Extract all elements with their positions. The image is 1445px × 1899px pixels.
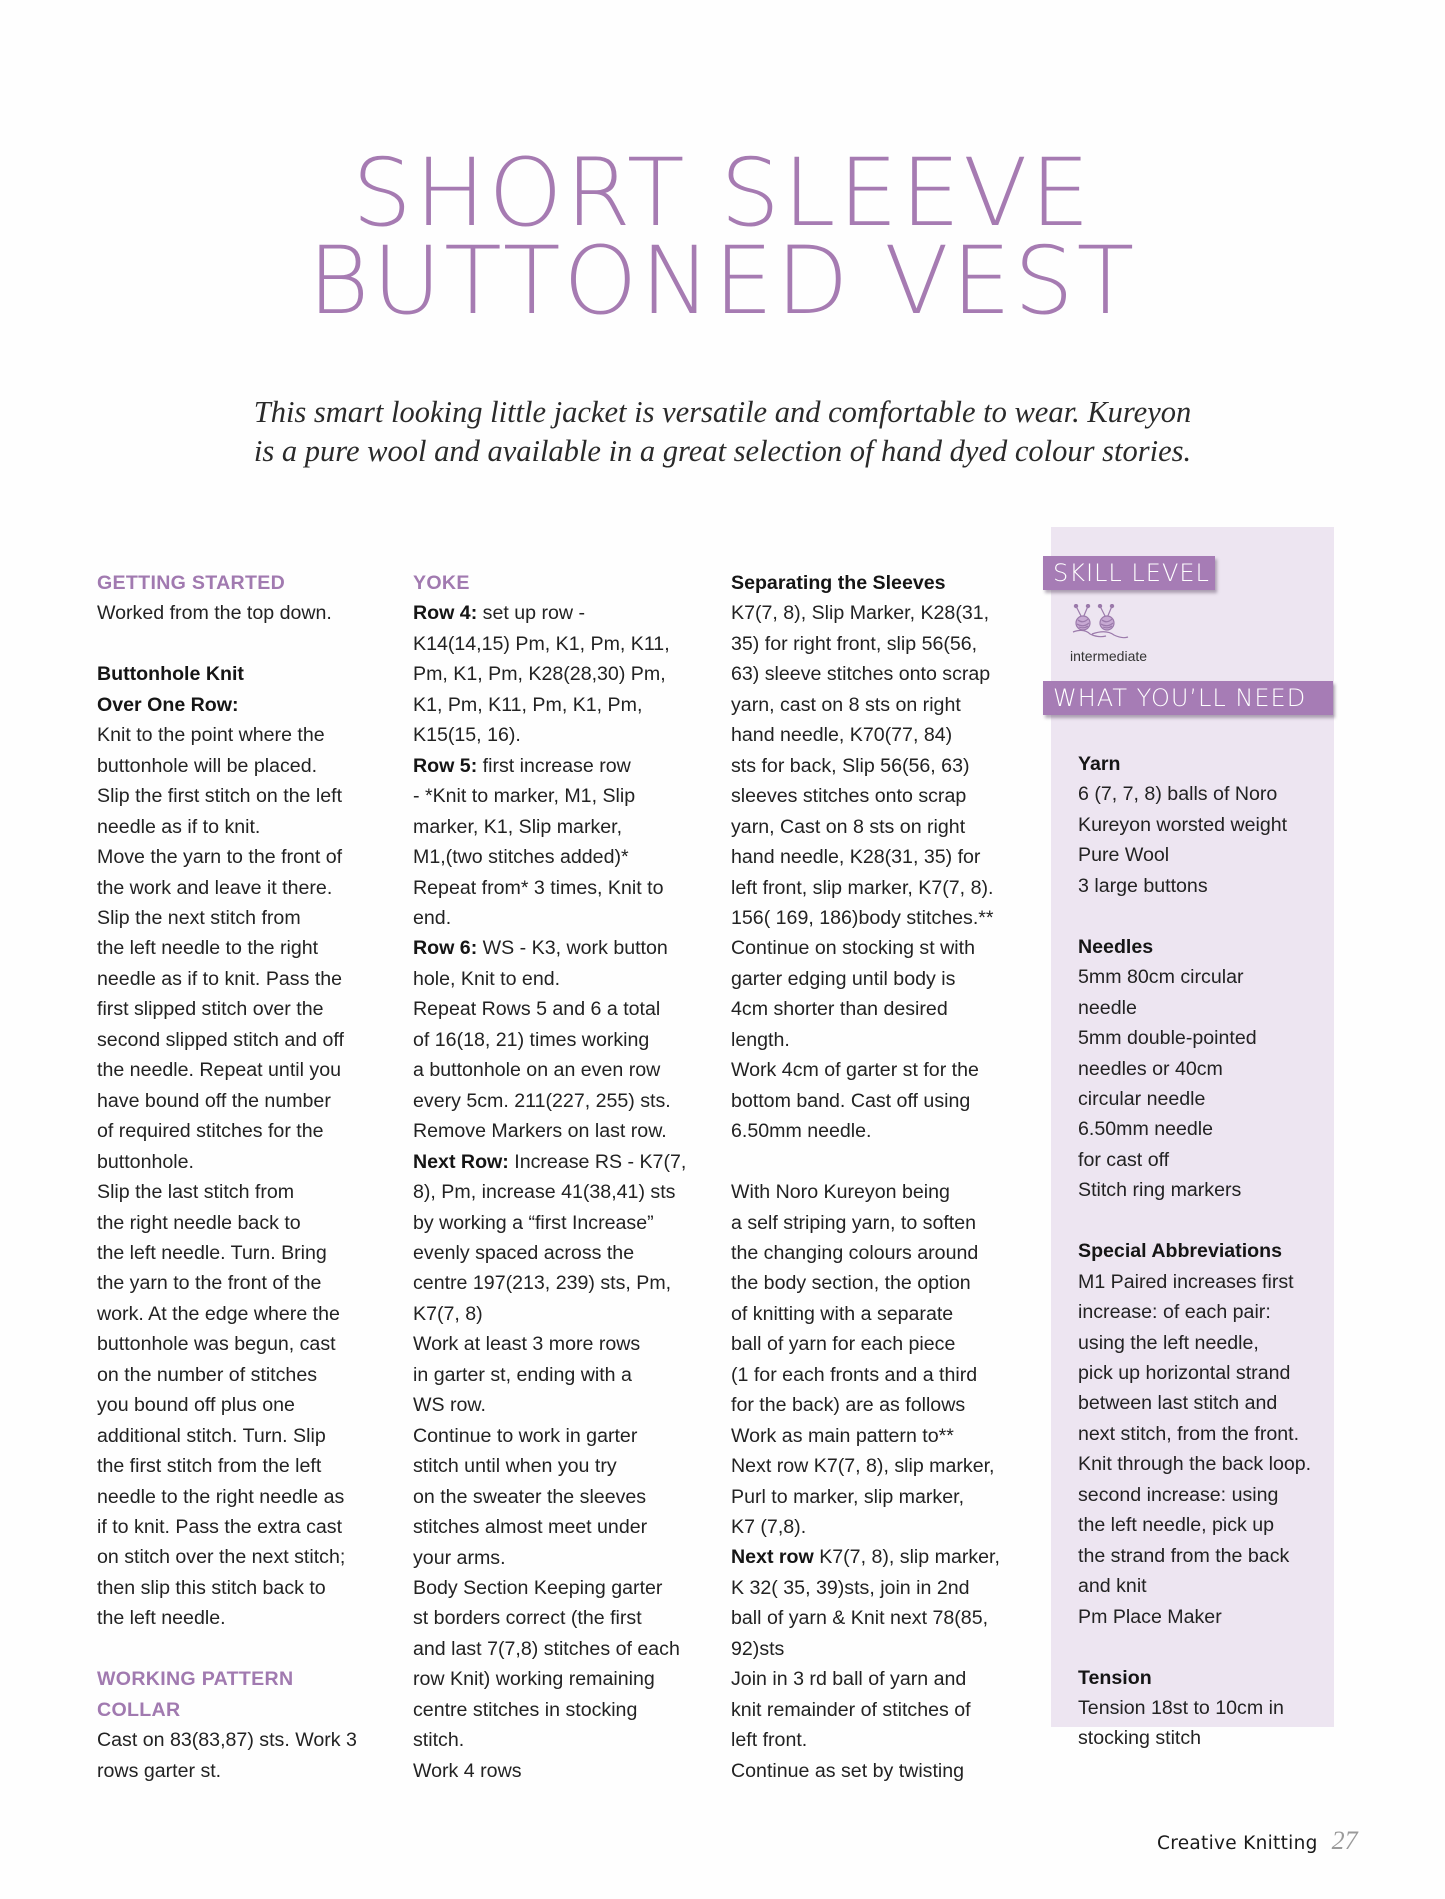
text-line bbox=[413, 1147, 713, 1177]
text-line: stitch until when you try bbox=[413, 1455, 617, 1478]
text-line: needle as if to knit. Pass the bbox=[97, 967, 343, 990]
blank-line bbox=[97, 629, 397, 659]
text-line: Join in 3 rd ball of yarn and bbox=[731, 1668, 967, 1691]
section-heading: GETTING STARTED bbox=[97, 572, 286, 594]
row-label: Row 4: bbox=[413, 602, 478, 625]
text-line: Work 4cm of garter st for the bbox=[731, 1059, 979, 1082]
text-line: M1,(two stitches added)* bbox=[413, 846, 629, 869]
text-line: Continue as set by twisting bbox=[731, 1759, 965, 1782]
subtitle-line-2: is a pure wool and available in a great selection of hand dyed colour stories. bbox=[253, 434, 1192, 468]
text-line: - *Knit to marker, M1, Slip bbox=[413, 785, 636, 808]
text-line: K 32( 35, 39)sts, join in 2nd bbox=[731, 1576, 970, 1599]
text-line: the first stitch from the left bbox=[97, 1455, 322, 1478]
text-line: you bound off plus one bbox=[97, 1394, 295, 1417]
text-line: needle to the right needle as bbox=[97, 1485, 345, 1508]
text-line: length. bbox=[731, 1028, 790, 1051]
text-line: needle as if to knit. bbox=[97, 815, 261, 838]
text-line: the changing colours around bbox=[731, 1241, 979, 1264]
text-line: Body Section Keeping garter bbox=[413, 1576, 663, 1599]
text-line: of 16(18, 21) times working bbox=[413, 1028, 650, 1051]
blank-line bbox=[731, 1147, 1041, 1177]
text-line: 92)sts bbox=[731, 1637, 785, 1660]
text-line: Kureyon worsted weight bbox=[1078, 813, 1288, 836]
text-line: sleeves stitches onto scrap bbox=[731, 785, 967, 808]
text-line: Cast on 83(83,87) sts. Work 3 bbox=[97, 1729, 357, 1752]
text-line: stitch. bbox=[413, 1729, 465, 1752]
text-line: first slipped stitch over the bbox=[97, 998, 324, 1021]
text-line: a buttonhole on an even row bbox=[413, 1059, 661, 1082]
text-line: 35) for right front, slip 56(56, bbox=[731, 632, 978, 655]
row-label: Next Row: bbox=[413, 1150, 509, 1173]
text-line: 6 (7, 7, 8) balls of Noro bbox=[1078, 783, 1278, 806]
text-line: 63) sleeve stitches onto scrap bbox=[731, 663, 991, 686]
text-line: your arms. bbox=[413, 1546, 506, 1569]
text-line: Continue to work in garter bbox=[413, 1424, 638, 1447]
text-line: Tension 18st to 10cm in bbox=[1078, 1697, 1284, 1719]
text-line: a self striping yarn, to soften bbox=[731, 1211, 977, 1234]
what-youll-need-label: WHAT YOU’LL NEED bbox=[1043, 681, 1333, 715]
text-line: buttonhole will be placed. bbox=[97, 754, 318, 777]
text-line: hand needle, K70(77, 84) bbox=[731, 724, 953, 747]
text-line: the yarn to the front of the bbox=[97, 1272, 322, 1295]
text-line: (1 for each fronts and a third bbox=[731, 1363, 978, 1386]
text-line: 4cm shorter than desired bbox=[731, 998, 948, 1021]
text-line: 8), Pm, increase 41(38,41) sts bbox=[413, 1181, 676, 1204]
text-line: Slip the first stitch on the left bbox=[97, 785, 343, 808]
text-line: row Knit) working remaining bbox=[413, 1668, 655, 1691]
text-line: Repeat Rows 5 and 6 a total bbox=[413, 998, 661, 1021]
section-heading: YOKE bbox=[413, 572, 470, 594]
text-line: Knit through the back loop. bbox=[1078, 1453, 1312, 1476]
text-line: rows garter st. bbox=[97, 1759, 222, 1782]
column-separating-sleeves bbox=[731, 568, 1041, 1786]
row-text: Increase RS - K7(7, bbox=[508, 1150, 687, 1173]
text-line: the right needle back to bbox=[97, 1211, 301, 1234]
text-line: Purl to marker, slip marker, bbox=[731, 1485, 965, 1508]
text-line: WS row. bbox=[413, 1394, 486, 1417]
text-line: next stitch, from the front. bbox=[1078, 1422, 1300, 1445]
section-heading: WORKING PATTERN bbox=[97, 1668, 294, 1691]
text-line: Next row K7(7, 8), slip marker, bbox=[731, 1455, 995, 1478]
text-line: the left needle to the right bbox=[97, 937, 319, 960]
subheading: Yarn bbox=[1078, 753, 1121, 775]
materials-list bbox=[1078, 749, 1311, 1754]
yarn-balls-icon bbox=[1070, 604, 1130, 640]
text-line: if to knit. Pass the extra cast bbox=[97, 1516, 343, 1539]
text-line bbox=[731, 1542, 1041, 1572]
subheading: Needles bbox=[1078, 935, 1154, 958]
text-line: hole, Knit to end. bbox=[413, 967, 561, 990]
text-line: stitches almost meet under bbox=[413, 1516, 648, 1539]
text-line: on stitch over the next stitch; bbox=[97, 1546, 346, 1569]
text-line: buttonhole was begun, cast bbox=[97, 1333, 336, 1356]
row-label: Row 5: bbox=[413, 754, 478, 777]
text-line: and knit bbox=[1078, 1575, 1147, 1598]
subheading: Separating the Sleeves bbox=[731, 572, 946, 594]
page-number: 27 bbox=[1331, 1826, 1358, 1855]
section-heading: COLLAR bbox=[97, 1698, 181, 1721]
text-line: marker, K1, Slip marker, bbox=[413, 815, 623, 838]
blank-line bbox=[1078, 1632, 1311, 1662]
text-line: Repeat from* 3 times, Knit to bbox=[413, 876, 664, 899]
blank-line bbox=[97, 1634, 397, 1664]
text-line: have bound off the number bbox=[97, 1089, 331, 1112]
text-line: Continue on stocking st with bbox=[731, 937, 975, 960]
text-line: every 5cm. 211(227, 255) sts. bbox=[413, 1089, 671, 1112]
text-line: the work and leave it there. bbox=[97, 876, 333, 899]
text-line: by working a “first Increase” bbox=[413, 1211, 654, 1234]
text-line: end. bbox=[413, 906, 452, 929]
text-line: ball of yarn for each piece bbox=[731, 1333, 956, 1356]
skill-level-value: intermediate bbox=[1070, 648, 1148, 664]
text-line: the left needle. Turn. Bring bbox=[97, 1241, 327, 1264]
text-line: evenly spaced across the bbox=[413, 1241, 635, 1264]
text-line: second slipped stitch and off bbox=[97, 1028, 344, 1051]
text-line: bottom band. Cast off using bbox=[731, 1089, 971, 1112]
text-line: Pure Wool bbox=[1078, 844, 1170, 867]
title-line-1: SHORT SLEEVE bbox=[352, 139, 1093, 248]
text-line: the left needle, pick up bbox=[1078, 1514, 1275, 1537]
text-line: of knitting with a separate bbox=[731, 1302, 954, 1325]
text-line: knit remainder of stitches of bbox=[731, 1698, 971, 1721]
text-line bbox=[413, 933, 713, 963]
text-line: Remove Markers on last row. bbox=[413, 1120, 667, 1143]
text-line: sts for back, Slip 56(56, 63) bbox=[731, 754, 970, 777]
text-line: the body section, the option bbox=[731, 1272, 971, 1295]
text-line: on the number of stitches bbox=[97, 1363, 318, 1386]
text-line: K15(15, 16). bbox=[413, 724, 521, 747]
text-line: and last 7(7,8) stitches of each bbox=[413, 1637, 680, 1660]
text-line: left front, slip marker, K7(7, 8). bbox=[731, 876, 994, 899]
row-text: set up row - bbox=[477, 602, 586, 625]
text-line: for the back) are as follows bbox=[731, 1394, 966, 1417]
text-line: for cast off bbox=[1078, 1148, 1170, 1171]
text-line: Slip the next stitch from bbox=[97, 906, 301, 929]
text-line bbox=[413, 598, 713, 628]
text-line: Stitch ring markers bbox=[1078, 1179, 1242, 1202]
text-line: yarn, Cast on 8 sts on right bbox=[731, 815, 966, 838]
text-line: Worked from the top down. bbox=[97, 602, 332, 625]
magazine-name: Creative Knitting bbox=[1157, 1833, 1318, 1854]
text-line: 5mm double-pointed bbox=[1078, 1027, 1257, 1050]
subheading: Over One Row: bbox=[97, 693, 239, 716]
text-line: work. At the edge where the bbox=[97, 1302, 340, 1325]
text-line: Work 4 rows bbox=[413, 1759, 522, 1782]
page-footer bbox=[1157, 1826, 1358, 1856]
text-line: on the sweater the sleeves bbox=[413, 1485, 647, 1508]
row-label: Row 6: bbox=[413, 937, 478, 960]
text-line: K1, Pm, K11, Pm, K1, Pm, bbox=[413, 693, 643, 716]
text-line: ball of yarn & Knit next 78(85, bbox=[731, 1607, 989, 1630]
text-line: Work as main pattern to** bbox=[731, 1424, 954, 1447]
text-line: hand needle, K28(31, 35) for bbox=[731, 846, 981, 869]
text-line: 156( 169, 186)body stitches.** bbox=[731, 906, 994, 929]
text-line: With Noro Kureyon being bbox=[731, 1181, 950, 1204]
text-line: yarn, cast on 8 sts on right bbox=[731, 693, 961, 716]
text-line: increase: of each pair: bbox=[1078, 1301, 1271, 1324]
text-line: garter edging until body is bbox=[731, 967, 956, 990]
text-line: second increase: using bbox=[1078, 1483, 1279, 1506]
text-line: 5mm 80cm circular bbox=[1078, 966, 1244, 989]
blank-line bbox=[1078, 1206, 1311, 1236]
text-line: Work at least 3 more rows bbox=[413, 1333, 641, 1356]
text-line: left front. bbox=[731, 1729, 808, 1752]
text-line: 6.50mm needle bbox=[1078, 1118, 1214, 1141]
text-line: needle bbox=[1078, 996, 1137, 1019]
row-text: WS - K3, work button bbox=[477, 937, 668, 960]
text-line: Pm Place Maker bbox=[1078, 1605, 1222, 1628]
text-line: the strand from the back bbox=[1078, 1544, 1290, 1567]
subheading: Buttonhole Knit bbox=[97, 663, 244, 686]
row-label: Next row bbox=[731, 1546, 814, 1569]
column-yoke bbox=[413, 568, 713, 1786]
intro-subtitle bbox=[0, 393, 1445, 471]
text-line: K14(14,15) Pm, K1, Pm, K11, bbox=[413, 632, 670, 655]
text-line: Slip the last stitch from bbox=[97, 1181, 295, 1204]
blank-line bbox=[1078, 901, 1311, 931]
text-line: buttonhole. bbox=[97, 1150, 194, 1173]
text-line: needles or 40cm bbox=[1078, 1057, 1223, 1080]
text-line: using the left needle, bbox=[1078, 1331, 1259, 1354]
text-line: the left needle. bbox=[97, 1607, 226, 1630]
row-text: first increase row bbox=[477, 754, 631, 777]
text-line: K7 (7,8). bbox=[731, 1516, 807, 1539]
text-line bbox=[413, 751, 713, 781]
row-text: K7(7, 8), slip marker, bbox=[813, 1546, 1000, 1569]
subtitle-line-1: This smart looking little jacket is versatile and comfortable to wear. Kureyon bbox=[253, 395, 1192, 429]
title-line-2: BUTTONED VEST bbox=[307, 227, 1138, 336]
text-line: in garter st, ending with a bbox=[413, 1363, 632, 1386]
text-line: the needle. Repeat until you bbox=[97, 1059, 342, 1082]
text-line: 3 large buttons bbox=[1078, 874, 1208, 897]
text-line: stocking stitch bbox=[1078, 1727, 1202, 1750]
subheading: Tension bbox=[1078, 1666, 1152, 1689]
text-line: Pm, K1, Pm, K28(28,30) Pm, bbox=[413, 663, 666, 686]
page-title bbox=[0, 139, 1445, 336]
text-line: K7(7, 8) bbox=[413, 1302, 483, 1325]
text-line: circular needle bbox=[1078, 1087, 1206, 1110]
column-getting-started bbox=[97, 568, 397, 1786]
text-line: of required stitches for the bbox=[97, 1120, 324, 1143]
text-line: Move the yarn to the front of bbox=[97, 846, 343, 869]
text-line: 6.50mm needle. bbox=[731, 1120, 872, 1143]
text-line: then slip this stitch back to bbox=[97, 1576, 326, 1599]
text-line: centre 197(213, 239) sts, Pm, bbox=[413, 1272, 672, 1295]
text-line: Knit to the point where the bbox=[97, 724, 325, 747]
subheading: Special Abbreviations bbox=[1078, 1240, 1282, 1263]
text-line: pick up horizontal strand bbox=[1078, 1362, 1291, 1385]
skill-level-label: SKILL LEVEL bbox=[1043, 556, 1215, 590]
text-line: st borders correct (the first bbox=[413, 1607, 642, 1630]
text-line: centre stitches in stocking bbox=[413, 1698, 638, 1721]
text-line: M1 Paired increases first bbox=[1078, 1270, 1294, 1293]
text-line: K7(7, 8), Slip Marker, K28(31, bbox=[731, 602, 990, 625]
text-line: additional stitch. Turn. Slip bbox=[97, 1424, 326, 1447]
text-line: between last stitch and bbox=[1078, 1392, 1278, 1415]
